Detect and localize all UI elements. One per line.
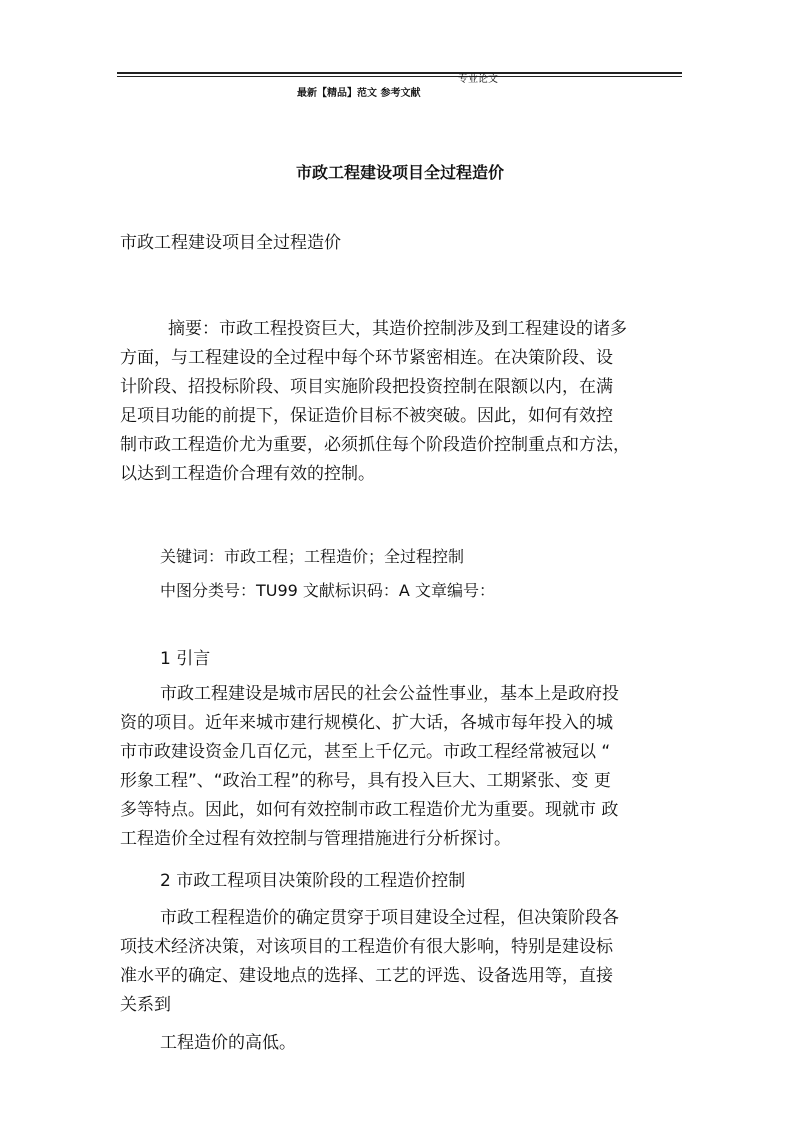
paragraph-line: 资的项目。近年来城市建行规模化、扩大话，各城市每年投入的城: [120, 713, 613, 733]
keywords-line: 关键词：市政工程；工程造价；全过程控制: [160, 547, 465, 566]
header-rule-thick: [117, 72, 682, 74]
header-right-label: 专业论文: [458, 74, 498, 85]
abstract-line: 足项目功能的前提下，保证造价目标不被突破。因此，如何有效控: [120, 406, 613, 426]
document-subtitle: 市政工程建设项目全过程造价: [120, 233, 341, 253]
section-2-heading: 2 市政工程项目决策阶段的工程造价控制: [160, 871, 466, 891]
abstract-line: 制市政工程造价尤为重要，必须抓住每个阶段造价控制重点和方法，: [120, 435, 630, 455]
section-1-heading: 1 引言: [160, 649, 211, 669]
document-title: 市政工程建设项目全过程造价: [295, 163, 504, 182]
paragraph-line: 关系到: [120, 995, 171, 1015]
paragraph-line: 多等特点。因此，如何有效控制市政工程造价尤为重要。现就市 政: [120, 800, 619, 820]
section-2-paragraph: [120, 904, 694, 1020]
abstract-line: 以达到工程造价合理有效的控制。: [120, 464, 375, 484]
classification-line: 中图分类号：TU99 文献标识码：A 文章编号：: [160, 581, 495, 600]
section-1-paragraph: [120, 680, 694, 854]
abstract-paragraph: [120, 315, 694, 489]
abstract-line: 计阶段、招投标阶段、项目实施阶段把投资控制在限额以内，在满: [120, 377, 613, 397]
header-sub-label: 最新【精品】范文 参考文献: [297, 88, 421, 99]
paragraph-line: 市政工程程造价的确定贯穿于项目建设全过程，但决策阶段各: [160, 908, 619, 928]
paragraph-line: 准水平的确定、建设地点的选择、工艺的评选、设备选用等，直接: [120, 966, 613, 986]
paragraph-line: 市政工程建设是城市居民的社会公益性事业，基本上是政府投: [160, 684, 619, 704]
abstract-line: 摘要：市政工程投资巨大，其造价控制涉及到工程建设的诸多: [168, 319, 627, 339]
paragraph-line: 市市政建设资金几百亿元，甚至上千亿元。市政工程经常被冠以 “: [120, 742, 611, 762]
abstract-line: 方面，与工程建设的全过程中每个环节紧密相连。在决策阶段、设: [120, 348, 613, 368]
paragraph-line: 形象工程”、“政治工程”的称号，具有投入巨大、工期紧张、变 更: [120, 771, 611, 791]
section-2-tail-line: 工程造价的高低。: [160, 1033, 296, 1053]
header-rule-thin: [117, 76, 682, 77]
paragraph-line: 项技术经济决策，对该项目的工程造价有很大影响，特别是建设标: [120, 937, 613, 957]
paragraph-line: 工程造价全过程有效控制与管理措施进行分析探讨。: [120, 829, 511, 849]
